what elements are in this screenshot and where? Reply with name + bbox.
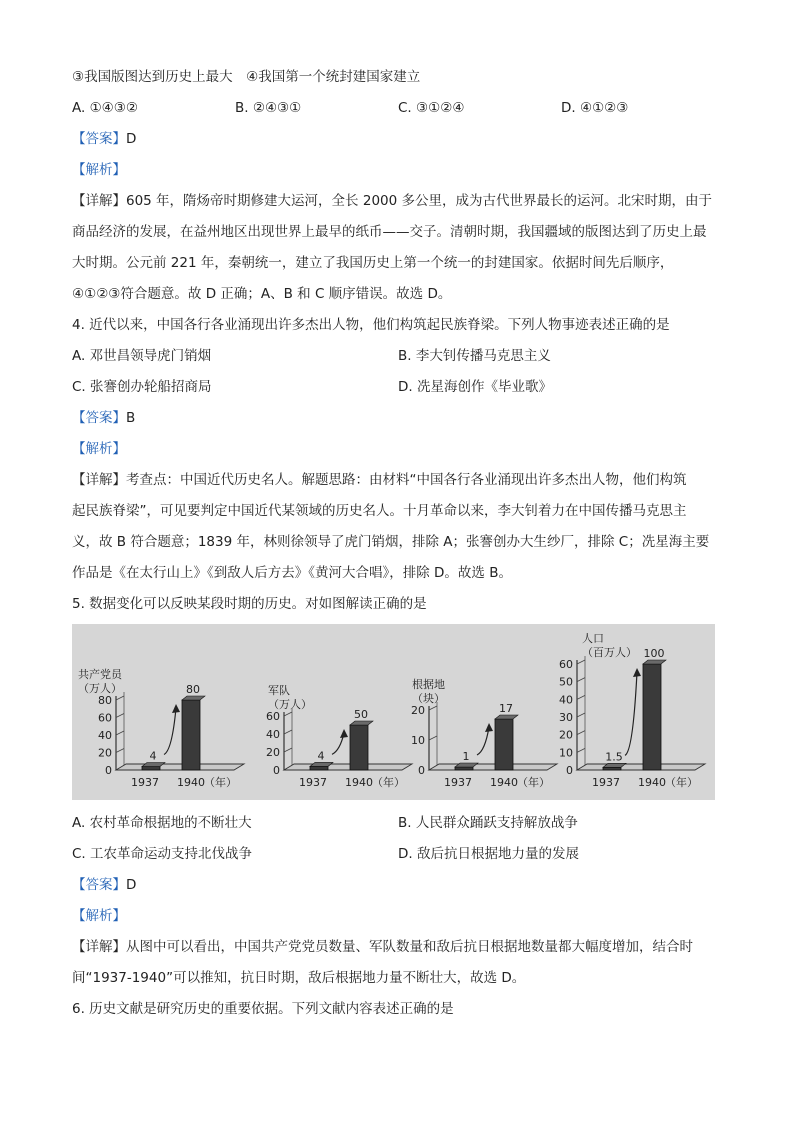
y-tick-label: 30 <box>559 711 573 724</box>
q5-bar-charts <box>72 624 715 800</box>
bar-value-label: 100 <box>643 647 665 660</box>
y-tick-label: 10 <box>411 734 425 747</box>
q3-detail-line: 大时期。公元前 221 年，秦朝统一，建立了我国历史上第一个统一的封建国家。依据时间先后顺序， <box>72 255 674 271</box>
growth-arrow <box>164 708 176 755</box>
growth-arrow <box>625 672 637 755</box>
y-tick-label: 0 <box>418 764 425 777</box>
q4-option-a: A. 邓世昌领导虎门销烟 <box>72 348 212 364</box>
q6-stem: 6. 历史文献是研究历史的重要依据。下列文献内容表述正确的是 <box>72 1001 454 1017</box>
chart-floor <box>429 764 557 770</box>
x-axis-label: （年） <box>517 776 550 789</box>
bar-value-label: 17 <box>499 702 513 715</box>
answer-tag: 【答案】 <box>72 877 126 893</box>
q4-detail-line: 【详解】考查点：中国近代历史名人。解题思路：由材料“中国各行各业涌现出许多杰出人物，他们构筑 <box>72 472 687 488</box>
bar-1937 <box>310 766 328 770</box>
y-tick-mark <box>116 731 124 735</box>
x-tick-label: 1940 <box>638 776 666 789</box>
q4-option-c: C. 张謇创办轮船招商局 <box>72 379 212 395</box>
chart-title-line: （百万人） <box>582 646 637 659</box>
q3-answer <box>72 124 724 155</box>
bar-1937 <box>455 767 473 770</box>
q3-detail-line: 【详解】605 年，隋炀帝时期修建大运河，全长 2000 多公里，成为古代世界最长的运河。北宋时期，由于 <box>72 193 712 209</box>
y-tick-label: 40 <box>98 729 112 742</box>
q5-option-a: A. 农村革命根据地的不断壮大 <box>72 815 252 831</box>
q4-detail-line: 义，故 B 符合题意；1839 年，林则徐领导了虎门销烟，排除 A；张謇创办大生纱厂，排除 C；冼星海主要 <box>72 534 710 550</box>
q5-answer <box>72 870 724 901</box>
y-tick-label: 50 <box>559 675 573 689</box>
chart-title-line: （万人） <box>78 682 122 695</box>
q4-detail-line: 起民族脊梁”，可见要判定中国近代某领域的历史名人。十月革命以来，李大钊着力在中国传播马克思主 <box>72 503 687 519</box>
y-tick-mark <box>577 713 585 717</box>
bar-1937 <box>603 767 621 770</box>
q3-option-b: B. ②④③① <box>235 100 302 116</box>
bar-1940 <box>643 664 661 770</box>
x-axis-label: （年） <box>372 776 405 789</box>
q5-option-d: D. 敌后抗日根据地力量的发展 <box>398 846 579 862</box>
q3-detail-line: 商品经济的发展，在益州地区出现世界上最早的纸币——交子。清朝时期，我国疆域的版图达到了历史上最 <box>72 224 707 240</box>
x-tick-label: 1940 <box>490 776 518 789</box>
q4-analysis <box>72 434 724 465</box>
y-tick-mark <box>284 730 292 734</box>
q3-analysis <box>72 155 724 186</box>
y-tick-mark <box>429 736 437 740</box>
chart-title-line: （万人） <box>268 698 312 711</box>
q5-options-row-2 <box>72 839 724 870</box>
q4-answer <box>72 403 724 434</box>
y-tick-label: 20 <box>559 728 573 742</box>
q5-option-b: B. 人民群众踊跃支持解放战争 <box>398 815 578 831</box>
x-axis-label: （年） <box>204 776 237 789</box>
bar-1940 <box>182 700 200 770</box>
y-tick-mark <box>116 749 124 753</box>
y-tick-mark <box>429 706 437 710</box>
q5-analysis <box>72 901 724 932</box>
bar-1940 <box>495 719 513 770</box>
y-tick-label: 60 <box>98 711 112 725</box>
growth-arrow-head <box>340 729 348 738</box>
q3-option-d: D. ④①②③ <box>561 100 629 116</box>
chart-floor <box>577 764 705 770</box>
answer-value: B <box>126 410 136 426</box>
analysis-tag: 【解析】 <box>72 908 126 924</box>
q3-option-a: A. ①④③② <box>72 100 138 116</box>
y-tick-mark <box>577 678 585 682</box>
x-tick-label: 1937 <box>444 776 472 789</box>
y-tick-mark <box>577 731 585 735</box>
q4-option-d: D. 冼星海创作《毕业歌》 <box>398 379 552 395</box>
q5-stem: 5. 数据变化可以反映某段时期的历史。对如图解读正确的是 <box>72 596 427 612</box>
q5-figure <box>72 624 715 800</box>
bar-value-label: 80 <box>186 683 200 696</box>
q5-options-row-1 <box>72 808 724 839</box>
y-tick-mark <box>577 695 585 699</box>
q3-option-c: C. ③①②④ <box>398 100 465 116</box>
y-tick-label: 20 <box>98 746 112 760</box>
growth-arrow-head <box>633 668 641 677</box>
q4-options-row-1 <box>72 341 724 372</box>
y-tick-label: 0 <box>566 764 573 777</box>
bar-value-label: 1.5 <box>605 750 623 764</box>
x-tick-label: 1940 <box>177 776 205 789</box>
q4-option-b: B. 李大钊传播马克思主义 <box>398 348 551 364</box>
chart-title-line: （块） <box>412 692 445 705</box>
chart-title-line: 人口 <box>582 632 604 645</box>
y-tick-label: 40 <box>266 728 280 741</box>
x-tick-label: 1940 <box>345 776 373 789</box>
q4-detail-line: 作品是《在太行山上》《到敌人后方去》《黄河大合唱》，排除 D。故选 B。 <box>72 565 512 581</box>
analysis-tag: 【解析】 <box>72 441 126 457</box>
answer-value: D <box>126 131 137 147</box>
q3-detail-line: ④①②③符合题意。故 D 正确；A、B 和 C 顺序错误。故选 D。 <box>72 286 452 302</box>
bar-value-label: 4 <box>317 749 325 763</box>
q3-continuation: ③我国版图达到历史上最大 ④我国第一个统封建国家建立 <box>72 69 421 85</box>
y-tick-label: 80 <box>98 694 112 707</box>
answer-tag: 【答案】 <box>72 131 126 147</box>
analysis-tag: 【解析】 <box>72 162 126 178</box>
bar-1940 <box>350 725 368 770</box>
x-tick-label: 1937 <box>592 776 620 789</box>
y-tick-label: 0 <box>105 764 112 777</box>
q5-option-c: C. 工农革命运动支持北伐战争 <box>72 846 253 862</box>
chart-floor <box>284 764 412 770</box>
y-tick-label: 40 <box>559 693 573 707</box>
answer-value: D <box>126 877 137 893</box>
bar-top-face <box>495 715 518 719</box>
bar-top-face <box>643 660 666 664</box>
y-tick-label: 0 <box>273 764 280 777</box>
chart-title-line: 共产党员 <box>78 668 122 681</box>
growth-arrow-head <box>172 704 180 713</box>
bar-value-label: 1 <box>462 750 470 763</box>
chart-title-line: 军队 <box>268 684 290 697</box>
y-tick-label: 10 <box>559 746 573 760</box>
exam-page <box>72 62 724 1025</box>
chart-floor <box>116 764 244 770</box>
y-tick-label: 20 <box>266 746 280 759</box>
y-tick-label: 60 <box>559 658 573 671</box>
q4-options-row-2 <box>72 372 724 403</box>
y-tick-mark <box>116 696 124 700</box>
bar-value-label: 50 <box>354 708 368 721</box>
bar-top-face <box>182 696 205 700</box>
q5-detail-line: 间“1937-1940”可以推知，抗日时期，敌后根据地力量不断壮大，故选 D。 <box>72 970 526 986</box>
y-tick-mark <box>284 712 292 716</box>
y-tick-mark <box>284 748 292 752</box>
x-tick-label: 1937 <box>299 776 327 789</box>
y-tick-mark <box>116 714 124 718</box>
x-tick-label: 1937 <box>131 776 159 789</box>
q3-options <box>72 93 724 124</box>
y-tick-mark <box>577 748 585 752</box>
q4-stem: 4. 近代以来，中国各行各业涌现出许多杰出人物，他们构筑起民族脊梁。下列人物事迹表述正确的是 <box>72 317 670 333</box>
bar-1937 <box>142 767 160 771</box>
y-tick-label: 20 <box>411 704 425 717</box>
y-tick-mark <box>577 660 585 664</box>
y-tick-label: 60 <box>266 710 280 723</box>
growth-arrow-head <box>485 723 493 732</box>
q5-detail-line: 【详解】从图中可以看出，中国共产党党员数量、军队数量和敌后抗日根据地数量都大幅度增加，结合时 <box>72 939 693 955</box>
x-axis-label: （年） <box>665 776 698 789</box>
answer-tag: 【答案】 <box>72 410 126 426</box>
chart-title-line: 根据地 <box>412 678 445 691</box>
bar-value-label: 4 <box>149 749 157 763</box>
bar-top-face <box>350 721 373 725</box>
